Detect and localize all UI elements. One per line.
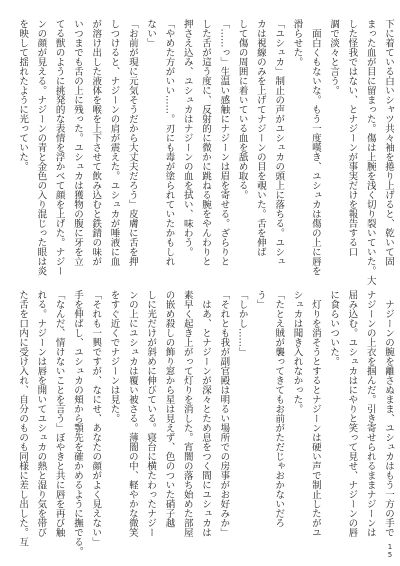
text-line: う」 [254, 290, 266, 309]
lower-text-block [13, 290, 397, 556]
text-line: 「それも一興ですが、なにせ、あなたの顔がよく見えない」 [90, 290, 102, 547]
text-line: 滑らせた。 [291, 19, 303, 67]
text-line: 調で淡々と言う。 [328, 19, 340, 95]
text-line: 「なんだ、情けないことを言う」ぼやきと共に唇を再び触 [53, 290, 65, 537]
text-line: まった血が目に留まった。傷は上腕を浅く切り裂いていた。大 [364, 19, 376, 285]
text-line: に食らいついた。 [328, 290, 340, 366]
text-line: が溶け出した液体を喉を上下させて飲み込むと鉄錆の味が [90, 19, 102, 266]
text-line: 「ユシュカ」制止の声がユシュカの頭上に落ちる。ユシュ [273, 19, 285, 266]
text-line: 「お前が現に元気そうだから大丈夫だろう」皮膚に舌を押 [126, 19, 138, 266]
text-line: はあ、とナジーンが深々とため息をつく間にユシュカは [200, 290, 212, 537]
text-line: した怪我ではない、とナジーンが事実だけを報告する口 [346, 19, 358, 257]
text-line: 「それとも我が副官殿は明るい場所での房事がお好みか」 [218, 290, 230, 537]
text-line: した舌が這う度に、反射的に微かに跳ねる腕をやんわりと [200, 19, 212, 266]
text-line: た舌を口内に受け入れ、自分のものも同様に差し出した。互 [17, 290, 29, 547]
text-line: ンの上にユシュカは覆い被さる。薄闇の中、軽やかな微笑 [126, 290, 138, 537]
text-line: 屈み込む。ユシュカはにやりと笑って見せ、ナジーンの唇 [346, 290, 358, 537]
text-line: 「しかし……」 [236, 290, 248, 357]
text-line: いつまでも舌の上に残った。ユシュカは獲物の腹に牙を立 [71, 19, 83, 266]
text-line: を映して揺れたように光っていた。 [17, 19, 29, 171]
text-line: しつけると、ナジーンの肩が震えた。ユシュカが唾液に血 [108, 19, 120, 266]
text-line: 「……っ」生温い感触にナジーンは眉を寄せる。ざらりと [218, 19, 230, 266]
text-line: れる。ナジーンは唇を開いてユシュカの熱と湿り気を帯び [35, 290, 47, 537]
text-line: 素早く起き上がって灯りを消した。宵闇の落ち始めた部屋 [181, 290, 193, 537]
page-number: 15 [386, 543, 394, 559]
text-line: ンの顔が見える。ナジーンの青と金色の入り混じった眼は炎 [35, 19, 47, 276]
text-line: して傷の周囲に着いている血を舐め取る。 [236, 19, 248, 200]
upper-text-block [13, 19, 397, 285]
text-line: をすぐ近くでナジーンは見た。 [108, 290, 120, 423]
text-line: 手を伸ばし、ユシュカの頬から顎先を確かめるように撫でる。 [71, 290, 83, 556]
text-line: 「たとえ賊が襲ってきてもお前がただじゃおかないだろ [273, 290, 285, 528]
text-line: てる獣のように挑発的な表情を浮かべて顔を上げた。ナジー [53, 19, 65, 276]
text-line: 押さえ込み、ユシュカはナジーンの血を拭い、味わう。 [181, 19, 193, 257]
text-line: の嵌め殺しの飾り窓から星は見えず、色のついた硝子越 [163, 290, 175, 528]
text-line: ない」 [145, 19, 157, 48]
text-line: しに光だけが斜めに伸びている。寝台に横たわったナジー [145, 290, 157, 537]
text-line: 「やめた方がいい……。刃にも毒が塗られていたかもしれ [163, 19, 175, 266]
text-line: ナジーンの上衣を掴んだ。引き寄せられるままナジーンは [364, 290, 376, 537]
text-line: 灯りを消そうとするとナジーンは硬い声で制止したがユ [309, 290, 321, 537]
text-line: 面白くもないな。もう一度嘆き、ユシュカは傷の上に唇を [309, 19, 321, 276]
text-line: ナジーンの腕を離さぬまま、ユシュカはもう一方の手で [383, 290, 394, 537]
text-line: シュカは聞き入れなかった。 [291, 290, 303, 414]
text-line: カは視線のみを上げてナジーンの目を覗いた。舌を伸ば [254, 19, 266, 257]
text-line: 下に着ている白いシャツ共々袖を捲り上げると、乾いて固 [383, 19, 394, 266]
